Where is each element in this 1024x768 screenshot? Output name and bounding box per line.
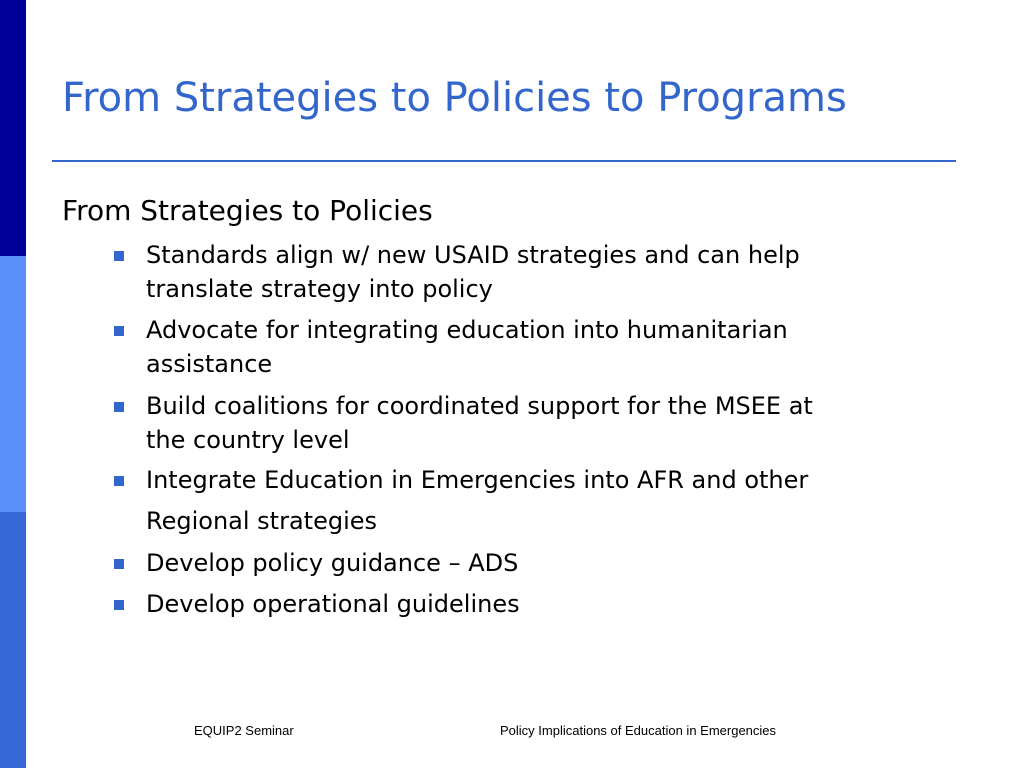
bullet-line: translate strategy into policy — [146, 275, 493, 303]
side-bar-top-segment — [0, 0, 26, 256]
slide-title: From Strategies to Policies to Programs — [62, 75, 847, 121]
section-heading: From Strategies to Policies — [62, 194, 433, 227]
bullet-square-icon — [114, 402, 124, 412]
bullet-text — [146, 587, 944, 621]
footer-left-text: EQUIP2 Seminar — [194, 723, 294, 738]
bullet-line: Develop operational guidelines — [146, 590, 520, 618]
bullet-line: the country level — [146, 426, 350, 454]
bullet-square-icon — [114, 251, 124, 261]
bullet-item — [114, 587, 944, 621]
bullet-item — [114, 389, 944, 457]
bullet-text — [146, 546, 944, 580]
bullet-line: assistance — [146, 350, 273, 378]
bullet-square-icon — [114, 600, 124, 610]
bullet-square-icon — [114, 559, 124, 569]
bullet-line: Integrate Education in Emergencies into AFR and other — [146, 466, 809, 494]
title-divider — [52, 160, 956, 162]
bullet-line: Standards align w/ new USAID strategies and can help — [146, 241, 800, 269]
bullet-line: Develop policy guidance – ADS — [146, 549, 519, 577]
side-bar-middle-segment — [0, 256, 26, 512]
bullet-text — [146, 313, 944, 381]
bullet-item — [114, 313, 944, 381]
bullet-text — [146, 389, 944, 457]
bullet-line: Advocate for integrating education into humanitarian — [146, 316, 788, 344]
bullet-square-icon — [114, 476, 124, 486]
bullet-text — [146, 238, 944, 306]
footer-right-text: Policy Implications of Education in Emergencies — [500, 723, 777, 738]
bullet-item — [114, 238, 944, 306]
side-bar-bottom-segment — [0, 512, 26, 768]
bullet-line: Regional strategies — [146, 507, 377, 535]
bullet-square-icon — [114, 326, 124, 336]
bullet-line: Build coalitions for coordinated support for the MSEE at — [146, 392, 813, 420]
bullet-text — [146, 460, 944, 542]
bullet-item — [114, 460, 944, 542]
bullet-item — [114, 546, 944, 580]
